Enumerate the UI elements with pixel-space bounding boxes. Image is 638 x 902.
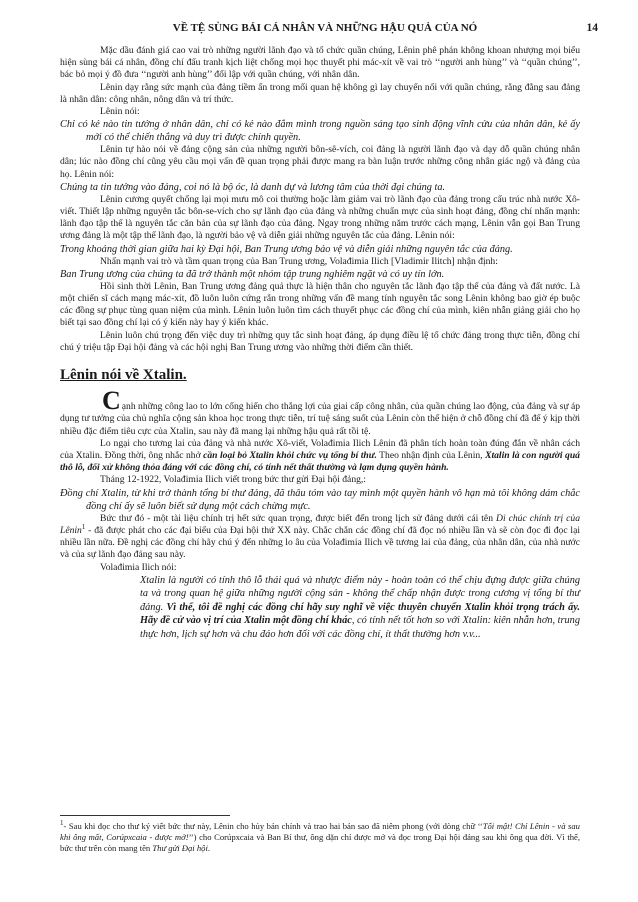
quote-text: Xtalin là người có tính thô lỗ thái quá và nhược điểm này - hoàn toàn có thể chịu đựng được giữa chúng ta và trong quan hệ giữa những người cộng sản - không thể chấp nhận được trong cương vị tổng bí thư đảng. [140, 574, 580, 613]
paragraph: Lênin tự hào nói về đảng cộng sản của những người bôn-sê-vích, coi đảng là người lãnh đạo và dạy dỗ quần chúng nhân dân; lúc nào đồng chí cũng yêu cầu mọi vấn đề quan trọng phải được mang ra bàn luận trước những công nhân giác ngộ và đảng của họ. Lênin nói: [60, 144, 580, 180]
footnote-text: ’’) cho Corúpxcaia và Ban Bí thư, ông dặn chỉ được mở và đọc trong Đại hội đảng sau khi ông qua đời. Vì thế, bức thư trên còn mang tên [60, 832, 580, 853]
footnote-marker: 1 [60, 819, 64, 828]
quote-text: Ban Trung ương của chúng ta đã trở thành một nhóm tập trung nghiêm ngặt và có uy tín lớn. [60, 268, 445, 280]
paragraph: Lênin dạy rằng sức mạnh của đảng tiềm ẩn trong mối quan hệ không gì lay chuyển nổi với quần chúng, rằng đằng sau đảng là nhân dân: công nhân, nông dân và trí thức. [60, 81, 580, 105]
header-title: VỀ TỆ SÙNG BÁI CÁ NHÂN VÀ NHỮNG HẬU QUẢ CỦA NÓ [172, 22, 478, 34]
emphasis-text: Vì thế, tôi đề nghị các đồng chí hãy suy nghĩ về việc thuyên chuyển Xtalin khỏi trọng trách ấy. Hãy đề cử vào vị trí của Xtalin một đồng chí khác [140, 601, 580, 627]
footnote-ref[interactable]: 1 [81, 522, 86, 531]
paragraph: Hồi sinh thời Lênin, Ban Trung ương đảng quả thực là hiện thân cho nguyên tắc lãnh đạo tập thể của đảng và đất nước. Là một chiến sĩ cách mạng mác-xít, đồ luôn luôn cứng rắn trong những vấn đề mang tính nguyên tắc song Lênin không bao giờ ép buộc các đồng sự phục tùng quan niệm của mình. Lênin luôn luôn tìm cách thuyết phục các đồng chí của mình, kiên nhẫn giảng giải cho họ biết tại sao đồng chí lại có ý kiến này hay ý kiến khác. [60, 280, 580, 329]
quote-text: Trong khoảng thời gian giữa hai kỳ Đại hội, Ban Trung ương bảo vệ và diễn giải những nguyên tắc của đảng. [60, 243, 513, 255]
quote-text: Chúng ta tin tưởng vào đảng, coi nó là bộ óc, là danh dự và lương tâm của thời đại chúng ta. [60, 181, 446, 193]
block-quote [60, 118, 580, 144]
quote-text: Đồng chí Xtalin, từ khi trở thành tổng bí thư đảng, đã thâu tóm vào tay mình một quyền hành vô hạn mà tôi không dám chắc đồng chí ấy sẽ luôn biết sử dụng một cách chừng mực. [60, 487, 580, 512]
page-header [60, 22, 598, 34]
block-quote [60, 181, 580, 194]
quote-text: Chỉ có kẻ nào tin tưởng ở nhân dân, chỉ có kẻ nào đắm mình trong nguồn sáng tạo sinh động vĩnh cửu của nhân dân, kẻ ấy mới có thể chiến thắng và duy trì được chính quyền. [60, 119, 580, 144]
paragraph [60, 386, 580, 438]
paragraph-text: Theo nhận định của Lênin, [376, 450, 486, 462]
paragraph: Tháng 12-1922, Volađimia Ilich viết trong bức thư gửi Đại hội đảng,: [100, 474, 366, 486]
paragraph-text: ạnh những công lao to lớn cống hiến cho thắng lợi của giai cấp công nhân, của quần chúng lao động, của đảng và sự áp dụng tư tưởng của chủ nghĩa cộng sản khoa học trong thực tiễn, trí tuệ sáng suốt của Lênin còn thể hiện ở chỗ đồng chí đã để ý kịp thời nhiều đặc điểm tiêu cực của Xtalin, sau này đã mang lại những hậu quả rất tồi tệ. [60, 401, 580, 437]
drop-cap: C [102, 386, 121, 416]
block-quote [60, 243, 580, 256]
block-quote [140, 574, 580, 642]
footnote [60, 821, 580, 854]
paragraph: Lênin nói: [100, 106, 140, 118]
paragraph-text: Bức thư đó - một tài liệu chính trị hết sức quan trọng, được biết đến trong lịch sử đảng dưới cái tên [100, 512, 497, 524]
footnote-divider [60, 815, 230, 816]
paragraph-text: Lo ngại cho tương lai của đảng và nhà nước Xô-viết, Volađimia Ilich Lênin đã phân tích hoàn toàn đúng đắn về nhân cách của Xtalin. Đồng thời, ông nhắc nhở [60, 437, 580, 462]
block-quote [60, 268, 580, 281]
document-body [60, 45, 580, 642]
emphasis-text: cần loại bỏ Xtalin khỏi chức vụ tổng bí thư. [203, 450, 377, 462]
paragraph: Volađimia Ilich nói: [100, 561, 177, 573]
paragraph [60, 438, 580, 475]
paragraph: Lênin luôn chú trọng đến việc duy trì những quy tắc sinh hoạt đảng, áp dụng điều lệ tổ chức đảng trong thực tiễn, đồng chí chú ý triệu tập Đại hội đảng và các hội nghị Ban Trung ương vào những thời điểm cần thiết. [60, 329, 580, 353]
paragraph-text: - đã được phát cho các đại biểu của Đại hội thứ XX này. Chắc chắn các đồng chí đã đọc nó nhiều lần và sẽ còn đọc đi đọc lại nhiều lần nữa. Đề nghị các đồng chí hãy chú ý đến những lo âu của Volađimia Ilich về tương lai của đảng, của nhân dân, của nhà nước và của sự lãnh đạo đảng sau này. [60, 524, 580, 561]
block-quote [60, 487, 580, 513]
footnote-text: - Sau khi đọc cho thư ký viết bức thư này, Lênin cho hủy bản chính và trao hai bản sao đã niêm phong (với dòng chữ ‘‘ [63, 821, 483, 831]
paragraph [60, 513, 580, 562]
paragraph: Lênin cương quyết chống lại mọi mưu mô coi thường hoặc làm giảm vai trò lãnh đạo của đảng trong cấu trúc nhà nước Xô-viết. Thiết lập những nguyên tắc bôn-se-vích cho sự lãnh đạo của đảng và những chuẩn mực của sinh hoạt đảng, đồng chí nhấn mạnh: lãnh đạo tập thể là nguyên tắc căn bản của sự lãnh đạo của đảng. Ngay trong những năm trước cách mạng, Lênin vẫn gọi Ban Trung ương đảng là một tập thể lãnh đạo, là người bảo vệ và diễn giải những nguyên tắc của đảng. Lênin nói: [60, 193, 580, 242]
document-title: Di chúc chính trị của Lênin [60, 512, 581, 536]
page-number: 14 [586, 22, 598, 34]
footnote-text: . [207, 843, 210, 853]
footnote-emphasis: Tối mật! Chỉ Lênin - và sau khi ông mất, Corúpxcaia - được mở! [60, 821, 580, 842]
quote-text: , có tính nết tốt hơn so với Xtalin: kiên nhẫn hơn, trung thực hơn, lịch sự hơn và chu đáo hơn đối với các đồng chí, ít thất thường hơn v.v... [140, 615, 580, 641]
emphasis-text: Xtalin là con người quá thô lỗ, đối xử không thỏa đáng với các đồng chí, có tính nết thất thường và lạm dụng quyền hành. [60, 450, 580, 474]
footnote-emphasis: Thư gửi Đại hội [152, 843, 208, 853]
paragraph: Nhấn mạnh vai trò và tầm quan trọng của Ban Trung ương, Volađimia Ilich [Vladimir Ilitch] nhận định: [100, 255, 498, 267]
paragraph: Mặc dầu đánh giá cao vai trò những người lãnh đạo và tổ chức quần chúng, Lênin phê phán không khoan nhượng mọi biểu hiện sùng bái cá nhân, đồng chí đấu tranh kịch liệt chống mọi học thuyết phi mác-xít về vai trò ‘‘người anh hùng’’ và ‘‘quần chúng’’, bác bỏ mọi ý đồ đưa ‘‘người anh hùng’’ đối lập với quần chúng, với nhân dân. [60, 45, 580, 81]
section-heading: Lênin nói về Xtalin. [60, 367, 187, 384]
